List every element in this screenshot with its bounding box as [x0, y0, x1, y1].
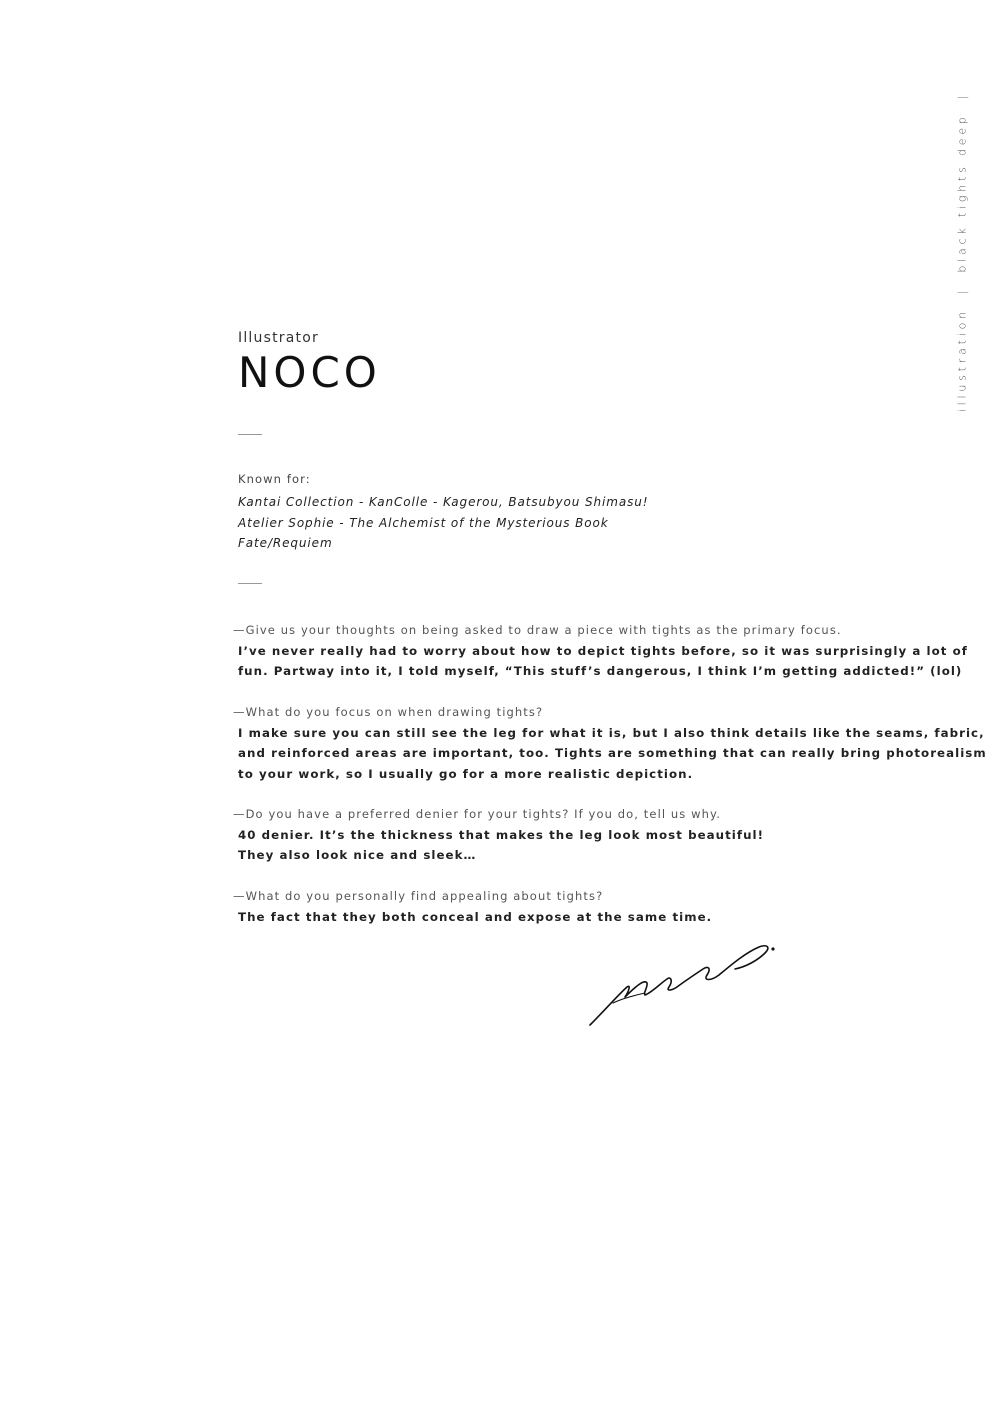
interview-question: —Give us your thoughts on being asked to draw a piece with tights as the primary focus. [233, 623, 842, 637]
interview-answer-line: to your work, so I usually go for a more realistic depiction. [238, 766, 694, 781]
known-for-item: Kantai Collection - KanColle - Kagerou, Batsubyou Shimasu! [238, 495, 649, 509]
interview-answer-line: I’ve never really had to worry about how to depict tights before, so it was surprisingly a lot of [238, 643, 968, 658]
known-for-item: Atelier Sophie - The Alchemist of the Mysterious Book [238, 515, 609, 530]
known-for-item: Fate/Requiem [238, 536, 333, 550]
interview-qa-block [233, 702, 987, 784]
interview-qa-block [233, 620, 968, 682]
interview-answer-line: I make sure you can still see the leg for what it is, but I also think details like the seams, fabric, [238, 725, 985, 740]
interview-answer-line: They also look nice and sleek… [238, 848, 477, 862]
divider-rule [238, 434, 262, 435]
side-header-separator: | [955, 286, 969, 295]
interview-answer-line: 40 denier. It’s the thickness that makes the leg look most beautiful! [238, 827, 765, 842]
interview-answer-line: The fact that they both conceal and expose at the same time. [238, 909, 713, 924]
interview-question: —What do you personally find appealing about tights? [233, 889, 604, 903]
interview-answer-line: and reinforced areas are important, too. Tights are something that can really bring photorealism [238, 746, 987, 760]
handwritten-signature [585, 935, 785, 1035]
side-header-left: illustration [955, 308, 969, 413]
divider-rule [238, 583, 262, 584]
profile-name: NOCO [238, 348, 381, 397]
known-for-list [238, 492, 648, 554]
side-running-header [956, 78, 969, 412]
profile-role: Illustrator [238, 330, 319, 346]
side-header-right: black tights deep [955, 113, 969, 273]
interview-question: —What do you focus on when drawing tights? [233, 705, 544, 719]
interview-question: —Do you have a preferred denier for your tights? If you do, tell us why. [233, 807, 722, 821]
interview-qa-block [233, 804, 873, 866]
side-header-end-mark: | [955, 91, 969, 100]
interview-answer-line: fun. Partway into it, I told myself, “This stuff’s dangerous, I think I’m getting addicted!” (lol) [238, 664, 963, 678]
known-for-label: Known for: [238, 472, 311, 486]
interview-qa-block [233, 886, 873, 927]
